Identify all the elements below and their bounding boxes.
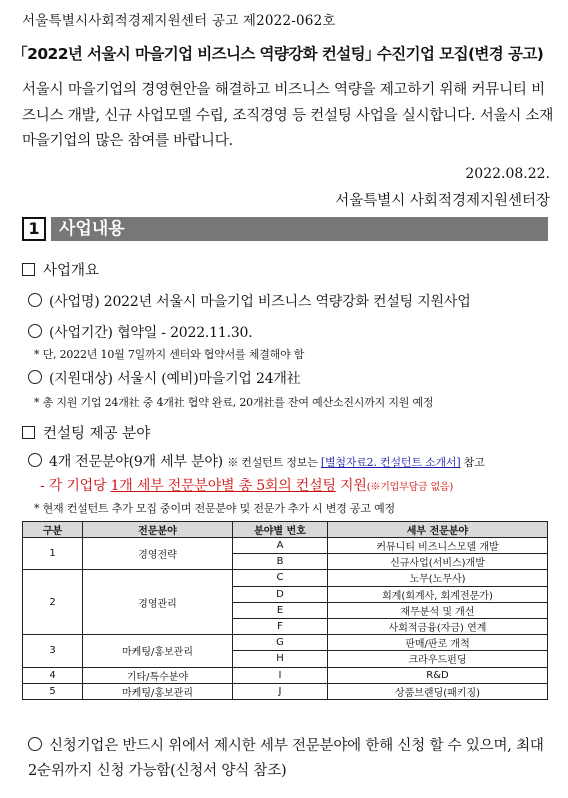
consulting-note: * 현재 컨설턴트 추가 모집 중이며 전문분야 및 전문가 추가 시 변경 공고 예정	[34, 502, 395, 515]
overview-item-text: (사업기간) 협약일 - 2022.11.30.	[49, 325, 253, 341]
section-title-bar	[51, 217, 548, 241]
ref-suffix: 참고	[460, 456, 485, 469]
dash-suffix: 지원	[335, 478, 367, 494]
table-header-row	[23, 522, 548, 538]
col-header-field-number: 분야별 번호	[233, 522, 328, 538]
table-row	[23, 538, 548, 554]
field-cell: 마케팅/홍보관리	[83, 683, 233, 699]
section-number: 1	[22, 217, 46, 241]
detail-field-cell: 상품브랜딩(패키징)	[328, 683, 548, 699]
overview-note: * 단, 2022년 10월 7일까지 센터와 협약서를 체결해야 함	[34, 348, 305, 361]
field-number-cell: G	[233, 635, 328, 651]
overview-item-text: (사업명) 2022년 서울시 마을기업 비즈니스 역량강화 컨설팅 지원사업	[49, 294, 471, 310]
overview-note: * 총 지원 기업 24개社 중 4개社 협약 완료, 20개社를 잔여 예산소진시까지 지원 예정	[34, 396, 434, 409]
consulting-heading-text: 컨설팅 제공 분야	[43, 426, 151, 442]
detail-field-cell: 노무(노무사)	[328, 570, 548, 586]
overview-heading-text: 사업개요	[43, 263, 100, 279]
circle-bullet-icon	[28, 293, 42, 307]
detail-field-cell: 사회적금융(자금) 연계	[328, 618, 548, 634]
overview-item	[28, 291, 471, 311]
final-note	[28, 734, 556, 784]
table-row	[23, 683, 548, 699]
circle-bullet-icon	[28, 737, 42, 751]
field-number-cell: C	[233, 570, 328, 586]
field-number-cell: I	[233, 667, 328, 683]
field-cell: 경영관리	[83, 570, 233, 635]
square-bullet-icon	[22, 263, 35, 276]
field-number-cell: F	[233, 618, 328, 634]
table-row	[23, 570, 548, 586]
consultant-intro-link[interactable]: [별첨자료2. 컨설턴트 소개서]	[320, 456, 461, 469]
col-header-category: 구분	[23, 522, 83, 538]
detail-field-cell: R&D	[328, 667, 548, 683]
consulting-heading	[22, 422, 150, 443]
intro-paragraph: 서울시 마을기업의 경영현안을 해결하고 비즈니스 역량을 제고하기 위해 커뮤니티 비즈니스 개발, 신규 사업모델 수립, 조직경영 등 컨설팅 사업을 실시합니다. 서울시 소재 마을기업의 많은 참여를 바랍니다.	[22, 82, 554, 149]
ref-prefix: ※ 컨설턴트 정보는	[227, 456, 321, 469]
category-cell: 2	[23, 570, 83, 635]
col-header-field: 전문분야	[83, 522, 233, 538]
dash-small: (※기업부담금 없음)	[366, 482, 454, 493]
section-title: 사업내용	[59, 219, 125, 239]
field-cell: 기타/특수분야	[83, 667, 233, 683]
col-header-detail-field: 세부 전문분야	[328, 522, 548, 538]
field-number-cell: E	[233, 602, 328, 618]
document-title: ｢2022년 서울시 마을기업 비즈니스 역량강화 컨설팅｣ 수진기업 모집(변경 공고)	[20, 45, 544, 63]
fields-lead: 4개 전문분야(9개 세부 분야)	[49, 454, 223, 470]
field-cell: 마케팅/홍보관리	[83, 635, 233, 667]
overview-item-text: (지원대상) 서울시 (예비)마을기업 24개社	[49, 371, 301, 387]
issuer: 서울특별시 사회적경제지원센터장	[335, 193, 550, 209]
overview-heading	[22, 259, 99, 280]
table-row	[23, 667, 548, 683]
overview-item	[28, 368, 301, 388]
notice-date: 2022.08.22.	[465, 166, 550, 182]
category-cell: 3	[23, 635, 83, 667]
circle-bullet-icon	[28, 370, 42, 384]
detail-field-cell: 커뮤니티 비즈니스모델 개발	[328, 538, 548, 554]
overview-item	[28, 322, 252, 342]
detail-field-cell: 크라우드펀딩	[328, 651, 548, 667]
detail-field-cell: 재무분석 및 개선	[328, 602, 548, 618]
field-number-cell: H	[233, 651, 328, 667]
detail-field-cell: 판매/판로 개척	[328, 635, 548, 651]
category-cell: 4	[23, 667, 83, 683]
dash-highlight: 1개 세부 전문분야별 총 5회의 컨설팅	[110, 478, 336, 494]
consulting-fields-table	[22, 521, 548, 700]
detail-field-cell: 회계(회계사, 회계전문가)	[328, 586, 548, 602]
circle-bullet-icon	[28, 453, 42, 467]
detail-field-cell: 신규사업(서비스)개발	[328, 554, 548, 570]
category-cell: 1	[23, 538, 83, 570]
circle-bullet-icon	[28, 324, 42, 338]
field-number-cell: B	[233, 554, 328, 570]
square-bullet-icon	[22, 426, 35, 439]
field-number-cell: A	[233, 538, 328, 554]
category-cell: 5	[23, 683, 83, 699]
field-number-cell: J	[233, 683, 328, 699]
notice-header: 서울특별시사회적경제지원센터 공고 제2022-062호	[22, 13, 336, 29]
table-row	[23, 635, 548, 651]
consulting-support-line	[40, 475, 453, 495]
field-number-cell: D	[233, 586, 328, 602]
final-note-text: 신청기업은 반드시 위에서 제시한 세부 전문분야에 한해 신청 할 수 있으며, 최대 2순위까지 신청 가능함(신청서 양식 참조)	[28, 738, 544, 779]
consulting-fields	[28, 451, 485, 471]
dash-prefix: - 각 기업당	[40, 478, 111, 494]
field-cell: 경영전략	[83, 538, 233, 570]
